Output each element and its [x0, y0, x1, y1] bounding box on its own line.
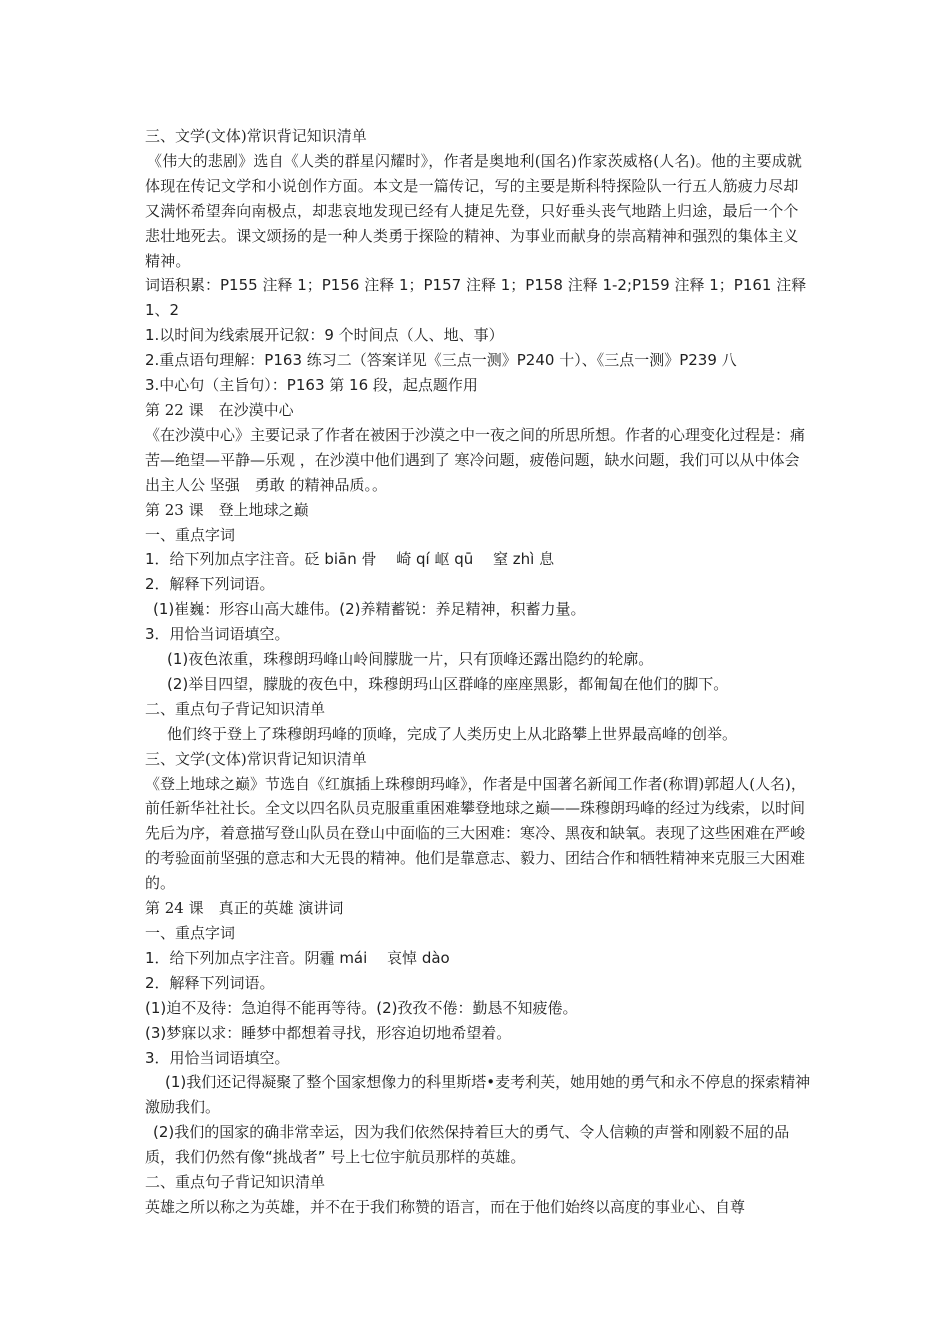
list-item: 3．用恰当词语填空。	[145, 625, 290, 644]
list-item: (3)梦寐以求：睡梦中都想着寻找，形容迫切地希望着。	[145, 1023, 512, 1042]
vocab-notes: 词语积累：P155 注释 1；P156 注释 1；P157 注释 1；P158 注释 1-2;P159 注释 1；P161 注释 1、2	[145, 276, 807, 320]
section-heading: 一、重点字词	[145, 525, 236, 544]
key-sentence: 他们终于登上了珠穆朗玛峰的顶峰，完成了人类历史上从北路攀上世界最高峰的创举。	[167, 724, 738, 743]
list-item: (1)崔巍：形容山高大雄伟。(2)养精蓄锐：养足精神，积蓄力量。	[153, 600, 586, 619]
list-item: 2．解释下列词语。	[145, 575, 275, 594]
list-item: (1)迫不及待：急迫得不能再等待。(2)孜孜不倦：勤恳不知疲倦。	[145, 998, 578, 1017]
section-heading: 二、重点句子背记知识清单	[145, 1173, 326, 1192]
list-item: (1)夜色浓重，珠穆朗玛峰山岭间朦胧一片，只有顶峰还露出隐约的轮廓。	[167, 650, 654, 669]
list-item: 3．用恰当词语填空。	[145, 1048, 290, 1067]
list-item: (1)我们还记得凝聚了整个国家想像力的科里斯塔•麦考利芙，她用她的勇气和永不停息的探索精神激励我们。	[145, 1073, 811, 1117]
lesson-heading: 第 23 课 登上地球之巅	[145, 500, 309, 519]
list-item: 1．给下列加点字注音。阴霾 mái 哀悼 dào	[145, 948, 450, 967]
list-item: (2)举目四望，朦胧的夜色中，珠穆朗玛山区群峰的座座黑影，都匍匐在他们的脚下。	[167, 674, 729, 693]
list-item: 3.中心句（主旨句）：P163 第 16 段，起点题作用	[145, 376, 478, 395]
paragraph: 英雄之所以称之为英雄，并不在于我们称赞的语言，而在于他们始终以高度的事业心、自尊	[145, 1197, 746, 1216]
lesson-heading: 第 22 课 在沙漠中心	[145, 400, 294, 419]
document-body	[145, 124, 813, 1220]
paragraph: 《伟大的悲剧》选自《人类的群星闪耀时》，作者是奥地利(国名)作家茨威格(人名)。他的主要成就体现在传记文学和小说创作方面。本文是一篇传记，写的主要是斯科特探险队一行五人筋疲力尽却又满怀希望奔向南极点，却悲哀地发现已经有人捷足先登，只好垂头丧气地踏上归途，最后一个个悲壮地死去。课文颂扬的是一种人类勇于探险的精神、为事业而献身的崇高精神和强烈的集体主义精神。	[145, 151, 803, 270]
list-item: (2)我们的国家的确非常幸运，因为我们依然保持着巨大的勇气、令人信赖的声誉和刚毅不屈的品质，我们仍然有像“挑战者” 号上七位宇航员那样的英雄。	[145, 1123, 790, 1167]
lesson-heading: 第 24 课 真正的英雄 演讲词	[145, 899, 344, 918]
list-item: 1.以时间为线索展开记叙：9 个时间点（人、地、事）	[145, 326, 504, 345]
list-item: 2.重点语句理解：P163 练习二（答案详见《三点一测》P240 十）、《三点一测》P239 八	[145, 351, 737, 370]
section-heading: 三、文学(文体)常识背记知识清单	[145, 127, 367, 145]
list-item: 2．解释下列词语。	[145, 973, 275, 992]
section-heading: 二、重点句子背记知识清单	[145, 699, 326, 718]
paragraph: 《登上地球之巅》节选自《红旗插上珠穆朗玛峰》，作者是中国著名新闻工作者(称谓)郭超人(人名)，前任新华社社长。全文以四名队员克服重重困难攀登地球之巅——珠穆朗玛峰的经过为线索，以时间先后为序，着意描写登山队员在登山中面临的三大困难：寒冷、黑夜和缺氧。表现了这些困难在严峻的考验面前坚强的意志和大无畏的精神。他们是靠意志、毅力、团结合作和牺牲精神来克服三大困难的。	[145, 774, 806, 893]
paragraph: 《在沙漠中心》主要记录了作者在被困于沙漠之中一夜之间的所思所想。作者的心理变化过程是：痛苦—绝望—平静—乐观 ，在沙漠中他们遇到了 寒冷问题，疲倦问题，缺水问题，我们可以从中体会出主人公 坚强 勇敢 的精神品质。。	[145, 425, 806, 494]
section-heading: 一、重点字词	[145, 924, 236, 942]
section-heading: 三、文学(文体)常识背记知识清单	[145, 749, 367, 768]
list-item: 1．给下列加点字注音。砭 biān 骨 崎 qí 岖 qū 窒 zhì 息	[145, 550, 555, 569]
